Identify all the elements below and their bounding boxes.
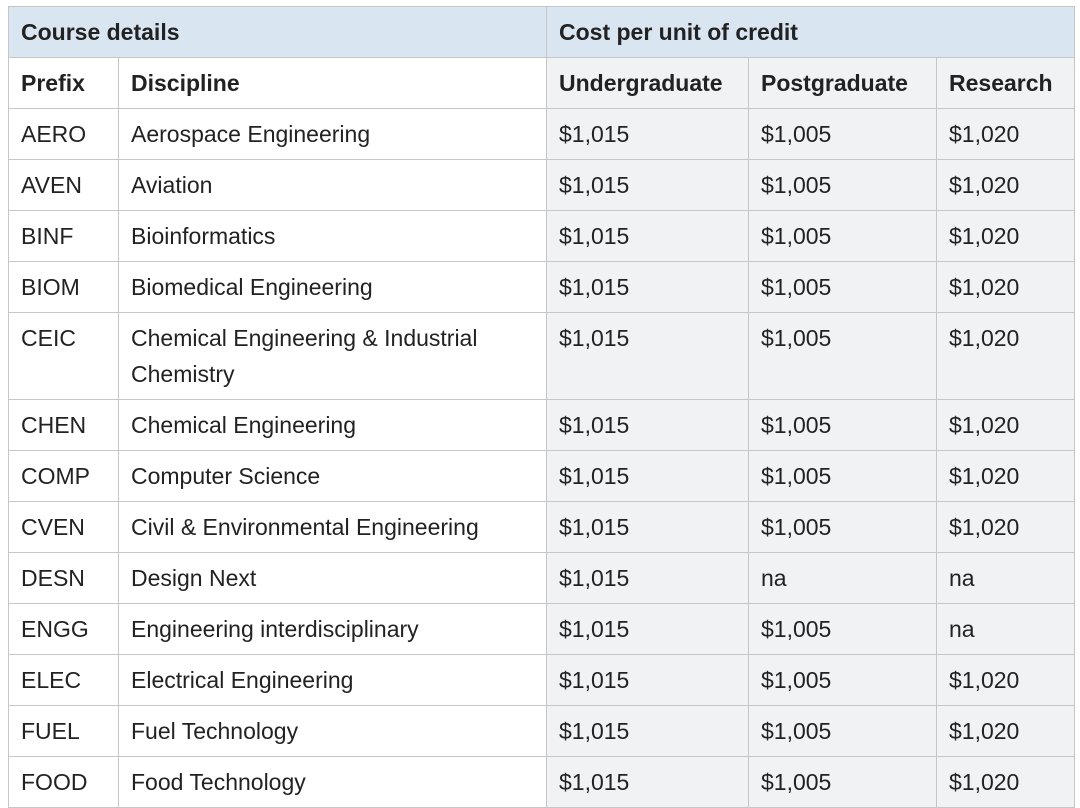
table-row — [9, 109, 1075, 160]
prefix-cell: DESN — [9, 553, 119, 604]
prefix-cell: CVEN — [9, 502, 119, 553]
undergraduate-cell: $1,015 — [547, 400, 749, 451]
discipline-cell: Design Next — [119, 553, 547, 604]
postgraduate-cell: $1,005 — [749, 262, 937, 313]
column-header-discipline: Discipline — [119, 58, 547, 109]
research-cell: $1,020 — [937, 109, 1075, 160]
prefix-cell: BIOM — [9, 262, 119, 313]
discipline-cell: Electrical Engineering — [119, 655, 547, 706]
postgraduate-cell: $1,005 — [749, 451, 937, 502]
prefix-cell: ELEC — [9, 655, 119, 706]
table-head — [9, 7, 1075, 109]
undergraduate-cell: $1,015 — [547, 451, 749, 502]
undergraduate-cell: $1,015 — [547, 109, 749, 160]
postgraduate-cell: $1,005 — [749, 313, 937, 400]
discipline-cell: Food Technology — [119, 757, 547, 808]
undergraduate-cell: $1,015 — [547, 604, 749, 655]
discipline-cell: Computer Science — [119, 451, 547, 502]
table-row — [9, 553, 1075, 604]
undergraduate-cell: $1,015 — [547, 211, 749, 262]
table-row — [9, 451, 1075, 502]
undergraduate-cell: $1,015 — [547, 313, 749, 400]
research-cell: $1,020 — [937, 757, 1075, 808]
column-header-row — [9, 58, 1075, 109]
fees-table — [8, 6, 1075, 808]
discipline-cell: Aviation — [119, 160, 547, 211]
research-cell: $1,020 — [937, 655, 1075, 706]
group-header-course-details: Course details — [9, 7, 547, 58]
prefix-cell: CEIC — [9, 313, 119, 400]
table-row — [9, 502, 1075, 553]
column-header-prefix: Prefix — [9, 58, 119, 109]
group-header-cost-per-unit: Cost per unit of credit — [547, 7, 1075, 58]
prefix-cell: COMP — [9, 451, 119, 502]
undergraduate-cell: $1,015 — [547, 553, 749, 604]
prefix-cell: CHEN — [9, 400, 119, 451]
table-row — [9, 706, 1075, 757]
discipline-cell: Aerospace Engineering — [119, 109, 547, 160]
column-header-undergraduate: Undergraduate — [547, 58, 749, 109]
postgraduate-cell: $1,005 — [749, 160, 937, 211]
prefix-cell: FUEL — [9, 706, 119, 757]
discipline-cell: Bioinformatics — [119, 211, 547, 262]
postgraduate-cell: $1,005 — [749, 400, 937, 451]
postgraduate-cell: $1,005 — [749, 502, 937, 553]
postgraduate-cell: $1,005 — [749, 109, 937, 160]
research-cell: $1,020 — [937, 160, 1075, 211]
table-row — [9, 211, 1075, 262]
discipline-cell: Engineering interdisciplinary — [119, 604, 547, 655]
postgraduate-cell: $1,005 — [749, 604, 937, 655]
postgraduate-cell: na — [749, 553, 937, 604]
column-header-research: Research — [937, 58, 1075, 109]
prefix-cell: AVEN — [9, 160, 119, 211]
table-row — [9, 655, 1075, 706]
discipline-cell: Chemical Engineering & Industrial Chemistry — [119, 313, 547, 400]
table-row — [9, 160, 1075, 211]
prefix-cell: FOOD — [9, 757, 119, 808]
postgraduate-cell: $1,005 — [749, 655, 937, 706]
research-cell: na — [937, 553, 1075, 604]
prefix-cell: AERO — [9, 109, 119, 160]
prefix-cell: BINF — [9, 211, 119, 262]
table-row — [9, 604, 1075, 655]
research-cell: $1,020 — [937, 451, 1075, 502]
research-cell: $1,020 — [937, 706, 1075, 757]
table-row — [9, 757, 1075, 808]
research-cell: $1,020 — [937, 262, 1075, 313]
discipline-cell: Chemical Engineering — [119, 400, 547, 451]
undergraduate-cell: $1,015 — [547, 160, 749, 211]
research-cell: $1,020 — [937, 211, 1075, 262]
table-row — [9, 400, 1075, 451]
discipline-cell: Fuel Technology — [119, 706, 547, 757]
research-cell: na — [937, 604, 1075, 655]
postgraduate-cell: $1,005 — [749, 757, 937, 808]
undergraduate-cell: $1,015 — [547, 262, 749, 313]
research-cell: $1,020 — [937, 400, 1075, 451]
research-cell: $1,020 — [937, 313, 1075, 400]
postgraduate-cell: $1,005 — [749, 706, 937, 757]
postgraduate-cell: $1,005 — [749, 211, 937, 262]
prefix-cell: ENGG — [9, 604, 119, 655]
fees-table-container — [8, 6, 1074, 808]
table-body — [9, 109, 1075, 808]
undergraduate-cell: $1,015 — [547, 706, 749, 757]
table-row — [9, 313, 1075, 400]
undergraduate-cell: $1,015 — [547, 655, 749, 706]
undergraduate-cell: $1,015 — [547, 757, 749, 808]
undergraduate-cell: $1,015 — [547, 502, 749, 553]
column-header-postgraduate: Postgraduate — [749, 58, 937, 109]
group-header-row — [9, 7, 1075, 58]
table-row — [9, 262, 1075, 313]
discipline-cell: Civil & Environmental Engineering — [119, 502, 547, 553]
research-cell: $1,020 — [937, 502, 1075, 553]
discipline-cell: Biomedical Engineering — [119, 262, 547, 313]
